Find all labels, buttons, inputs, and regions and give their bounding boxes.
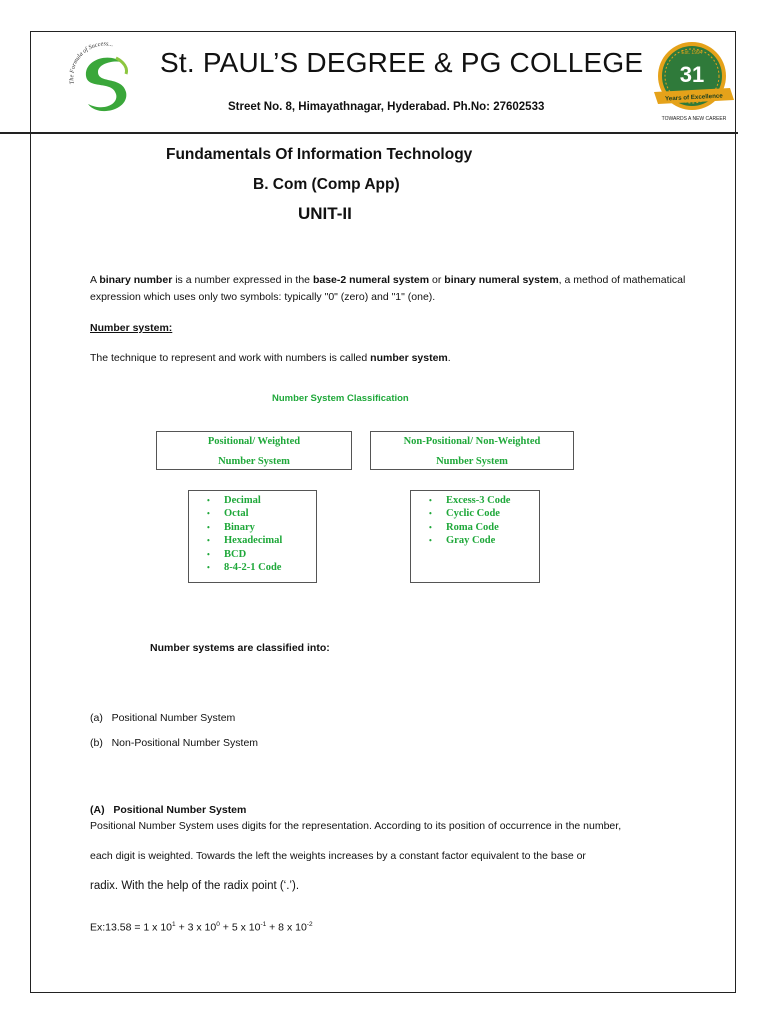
- example-text: + 5 x 10: [219, 921, 261, 934]
- non-positional-title-line2: Number System: [436, 456, 508, 467]
- positional-text-line2: each digit is weighted. Towards the left the weights increases by a constant factor equivalent to the base or: [90, 850, 586, 862]
- college-logo: [64, 40, 146, 118]
- list-item: • BCD: [207, 548, 316, 561]
- badge-ribbon: Years of Excellence: [664, 92, 723, 103]
- list-item: • Cyclic Code: [429, 507, 539, 520]
- intro-bold: binary numeral system: [444, 274, 559, 286]
- number-system-definition: [90, 350, 700, 367]
- intro-bold: base-2 numeral system: [312, 274, 430, 286]
- positional-list-box: [188, 490, 317, 583]
- positional-box: [156, 431, 352, 470]
- subject-heading: Fundamentals Of Information Technology: [166, 146, 473, 163]
- positional-text-line3: radix. With the help of the radix point (‘.’).: [90, 880, 300, 892]
- positional-title-line1: Positional/ Weighted: [207, 436, 301, 447]
- example-exponent: -1: [260, 921, 267, 928]
- list-item: • Binary: [207, 521, 316, 534]
- positional-example: [90, 916, 313, 937]
- badge-footer: TOWARDS A NEW CAREER: [661, 116, 727, 122]
- classification-item-a: (a) Positional Number System: [90, 712, 236, 724]
- intro-text: , a method of mathematical expression which uses only two symbols: typically "0" (zero) and "1" (one).: [90, 274, 686, 303]
- classification-item-b: (b) Non-Positional Number System: [90, 737, 259, 749]
- anniversary-badge: [650, 38, 738, 122]
- def-bold: number system: [370, 352, 448, 364]
- list-item: • Hexadecimal: [207, 534, 316, 547]
- intro-text: or: [429, 274, 445, 286]
- intro-text: is a number expressed in the: [172, 274, 313, 286]
- positional-title-line2: Number System: [218, 456, 290, 467]
- classification-intro: Number systems are classified into:: [150, 642, 330, 654]
- binary-number-definition: [90, 272, 700, 306]
- header-divider: [0, 132, 738, 134]
- example-exponent: -2: [306, 921, 313, 928]
- list-item: • Decimal: [207, 494, 316, 507]
- positional-list: [189, 491, 316, 574]
- example-exponent: 0: [216, 921, 220, 928]
- list-item: • Excess-3 Code: [429, 494, 539, 507]
- def-text: .: [447, 352, 451, 364]
- list-item: • Roma Code: [429, 521, 539, 534]
- intro-bold: binary number: [99, 274, 173, 286]
- example-text: + 3 x 10: [175, 921, 217, 934]
- positional-text-line1: Positional Number System uses digits for the representation. According to its position of occurrence in the number,: [90, 820, 622, 832]
- list-item: • Octal: [207, 507, 316, 520]
- unit-heading: UNIT-II: [298, 204, 352, 223]
- example-exponent: 1: [172, 921, 176, 928]
- non-positional-box: [370, 431, 574, 470]
- non-positional-title-line1: Non-Positional/ Non-Weighted: [403, 436, 541, 447]
- list-item: • Gray Code: [429, 534, 539, 547]
- example-text: + 8 x 10: [266, 921, 307, 934]
- badge-number: 31: [679, 62, 705, 87]
- def-text: The technique to represent and work with numbers is called: [90, 352, 371, 364]
- logo-tagline: The Formula of Success...: [68, 40, 114, 85]
- badge-est: Est. 1994: [681, 50, 703, 56]
- diagram-title: Number System Classification: [272, 393, 409, 404]
- positional-section-heading: (A) Positional Number System: [90, 804, 247, 816]
- number-system-label: Number system:: [90, 322, 173, 334]
- non-positional-list: [411, 491, 539, 548]
- list-item: • 8-4-2-1 Code: [207, 561, 316, 574]
- course-heading: B. Com (Comp App): [253, 176, 400, 193]
- college-name: St. PAUL’S DEGREE & PG COLLEGE: [160, 47, 644, 78]
- intro-text: A: [90, 274, 100, 286]
- non-positional-list-box: [410, 490, 540, 583]
- example-text: Ex:13.58 = 1 x 10: [90, 921, 173, 934]
- college-address: Street No. 8, Himayathnagar, Hyderabad. Ph.No: 27602533: [228, 101, 545, 113]
